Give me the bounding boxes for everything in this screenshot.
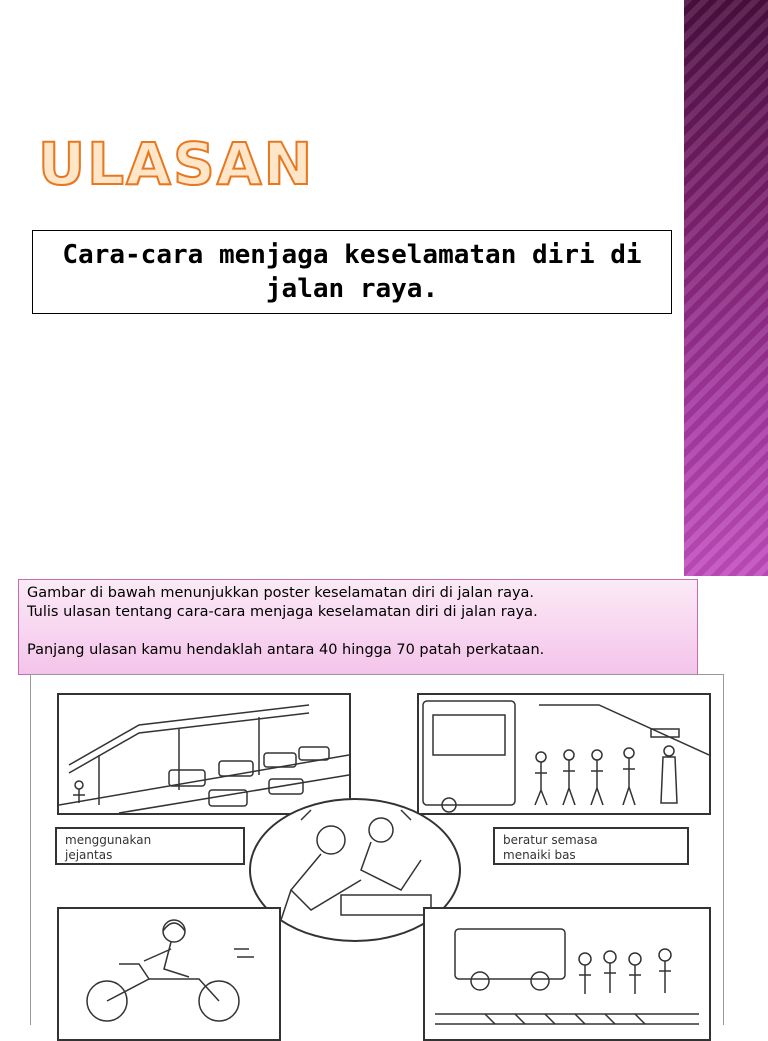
caption-bus-queue: beratur semasa menaiki bas [493, 827, 689, 865]
decorative-side-bar [684, 0, 768, 576]
instruction-box [18, 579, 698, 675]
poster-worksheet [30, 674, 724, 1025]
caption-pedestrian-bridge: menggunakan jejantas [55, 827, 245, 865]
bus-queue-illustration [417, 693, 711, 815]
page-title: ULASAN [38, 130, 315, 198]
instruction-line-1: Gambar di bawah menunjukkan poster keselamatan diri di jalan raya. [27, 585, 535, 601]
instruction-line-3: Panjang ulasan kamu hendaklah antara 40 hingga 70 patah perkataan. [27, 642, 545, 658]
instruction-line-2: Tulis ulasan tentang cara-cara menjaga keselamatan diri di jalan raya. [27, 604, 538, 620]
zebra-crossing-illustration [423, 907, 711, 1041]
pedestrian-bridge-illustration [57, 693, 351, 815]
helmet-rider-illustration [57, 907, 281, 1041]
subtitle-text: Cara-cara menjaga keselamatan diri di jalan raya. [62, 240, 642, 304]
subtitle-box [32, 230, 672, 314]
